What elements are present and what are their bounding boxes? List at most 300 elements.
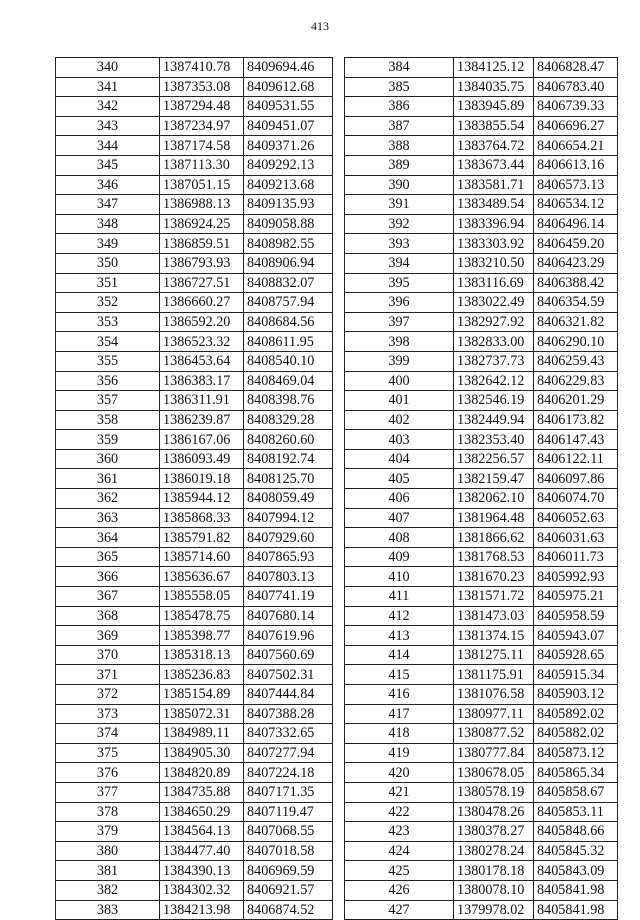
y-coordinate-cell: 8405958.59 [534,606,618,626]
y-coordinate-cell: 8407119.47 [244,802,333,822]
x-coordinate-cell: 1383396.94 [454,214,534,234]
table-row [56,58,333,78]
x-coordinate-cell: 1382642.12 [454,371,534,391]
y-coordinate-cell: 8407388.28 [244,704,333,724]
point-number-cell: 365 [56,547,160,567]
point-number-cell: 354 [56,332,160,352]
y-coordinate-cell: 8406783.40 [534,77,618,97]
y-coordinate-cell: 8409694.46 [244,58,333,78]
point-number-cell: 406 [345,489,454,509]
point-number-cell: 352 [56,293,160,313]
point-number-cell: 402 [345,410,454,430]
y-coordinate-cell: 8406613.16 [534,155,618,175]
table-row [345,880,618,900]
table-row [345,77,618,97]
x-coordinate-cell: 1381670.23 [454,567,534,587]
table-row [345,312,618,332]
x-coordinate-cell: 1386453.64 [160,351,244,371]
y-coordinate-cell: 8406696.27 [534,116,618,136]
y-coordinate-cell: 8405848.66 [534,822,618,842]
x-coordinate-cell: 1379978.02 [454,900,534,920]
x-coordinate-cell: 1381374.15 [454,626,534,646]
y-coordinate-cell: 8406259.43 [534,351,618,371]
y-coordinate-cell: 8406201.29 [534,391,618,411]
point-number-cell: 355 [56,351,160,371]
y-coordinate-cell: 8408260.60 [244,430,333,450]
x-coordinate-cell: 1385072.31 [160,704,244,724]
x-coordinate-cell: 1382449.94 [454,410,534,430]
table-row [56,391,333,411]
table-row [56,743,333,763]
table-row [56,371,333,391]
point-number-cell: 404 [345,449,454,469]
point-number-cell: 358 [56,410,160,430]
x-coordinate-cell: 1387410.78 [160,58,244,78]
table-row [345,195,618,215]
point-number-cell: 408 [345,528,454,548]
point-number-cell: 382 [56,880,160,900]
point-number-cell: 412 [345,606,454,626]
y-coordinate-cell: 8406874.52 [244,900,333,920]
y-coordinate-cell: 8409292.13 [244,155,333,175]
y-coordinate-cell: 8408469.04 [244,371,333,391]
table-row [56,449,333,469]
point-number-cell: 348 [56,214,160,234]
table-row [56,136,333,156]
point-number-cell: 350 [56,253,160,273]
y-coordinate-cell: 8406969.59 [244,861,333,881]
point-number-cell: 342 [56,97,160,117]
table-row [56,724,333,744]
y-coordinate-cell: 8406122.11 [534,449,618,469]
y-coordinate-cell: 8407619.96 [244,626,333,646]
y-coordinate-cell: 8405975.21 [534,587,618,607]
table-row [345,665,618,685]
x-coordinate-cell: 1386660.27 [160,293,244,313]
y-coordinate-cell: 8406052.63 [534,508,618,528]
y-coordinate-cell: 8405843.09 [534,861,618,881]
point-number-cell: 409 [345,547,454,567]
point-number-cell: 346 [56,175,160,195]
x-coordinate-cell: 1384820.89 [160,763,244,783]
y-coordinate-cell: 8405892.02 [534,704,618,724]
y-coordinate-cell: 8409371.26 [244,136,333,156]
table-row [56,782,333,802]
y-coordinate-cell: 8407332.65 [244,724,333,744]
table-row [56,195,333,215]
point-number-cell: 362 [56,489,160,509]
point-number-cell: 378 [56,802,160,822]
y-coordinate-cell: 8406388.42 [534,273,618,293]
table-row [345,410,618,430]
table-row [56,880,333,900]
point-number-cell: 353 [56,312,160,332]
table-row [345,645,618,665]
x-coordinate-cell: 1382927.92 [454,312,534,332]
point-number-cell: 364 [56,528,160,548]
table-row [56,508,333,528]
x-coordinate-cell: 1382833.00 [454,332,534,352]
point-number-cell: 384 [345,58,454,78]
y-coordinate-cell: 8406573.13 [534,175,618,195]
y-coordinate-cell: 8407171.35 [244,782,333,802]
table-row [345,606,618,626]
point-number-cell: 340 [56,58,160,78]
point-number-cell: 427 [345,900,454,920]
y-coordinate-cell: 8408125.70 [244,469,333,489]
point-number-cell: 373 [56,704,160,724]
point-number-cell: 361 [56,469,160,489]
point-number-cell: 403 [345,430,454,450]
table-row [56,704,333,724]
x-coordinate-cell: 1380877.52 [454,724,534,744]
y-coordinate-cell: 8409213.68 [244,175,333,195]
x-coordinate-cell: 1386093.49 [160,449,244,469]
y-coordinate-cell: 8407865.93 [244,547,333,567]
point-number-cell: 401 [345,391,454,411]
table-row [345,430,618,450]
point-number-cell: 410 [345,567,454,587]
y-coordinate-cell: 8405928.65 [534,645,618,665]
point-number-cell: 390 [345,175,454,195]
table-row [345,861,618,881]
y-coordinate-cell: 8407680.14 [244,606,333,626]
table-row [56,469,333,489]
table-row [56,155,333,175]
table-row [345,214,618,234]
point-number-cell: 368 [56,606,160,626]
y-coordinate-cell: 8405858.67 [534,782,618,802]
y-coordinate-cell: 8405992.93 [534,567,618,587]
point-number-cell: 380 [56,841,160,861]
point-number-cell: 397 [345,312,454,332]
y-coordinate-cell: 8406496.14 [534,214,618,234]
x-coordinate-cell: 1386727.51 [160,273,244,293]
y-coordinate-cell: 8407018.58 [244,841,333,861]
table-row [345,528,618,548]
table-row [56,665,333,685]
table-row [345,782,618,802]
point-number-cell: 366 [56,567,160,587]
y-coordinate-cell: 8406290.10 [534,332,618,352]
table-row [56,489,333,509]
table-row [56,77,333,97]
x-coordinate-cell: 1387051.15 [160,175,244,195]
x-coordinate-cell: 1383116.69 [454,273,534,293]
table-row [345,547,618,567]
y-coordinate-cell: 8408540.10 [244,351,333,371]
x-coordinate-cell: 1380777.84 [454,743,534,763]
y-coordinate-cell: 8405882.02 [534,724,618,744]
point-number-cell: 423 [345,822,454,842]
table-row [56,645,333,665]
point-number-cell: 414 [345,645,454,665]
y-coordinate-cell: 8406097.86 [534,469,618,489]
table-row [56,528,333,548]
point-number-cell: 343 [56,116,160,136]
table-row [56,685,333,705]
point-number-cell: 341 [56,77,160,97]
y-coordinate-cell: 8407741.19 [244,587,333,607]
y-coordinate-cell: 8405841.98 [534,880,618,900]
point-number-cell: 391 [345,195,454,215]
table-row [345,391,618,411]
y-coordinate-cell: 8406654.21 [534,136,618,156]
x-coordinate-cell: 1385714.60 [160,547,244,567]
point-number-cell: 405 [345,469,454,489]
y-coordinate-cell: 8405845.32 [534,841,618,861]
point-number-cell: 415 [345,665,454,685]
point-number-cell: 375 [56,743,160,763]
x-coordinate-cell: 1381175.91 [454,665,534,685]
y-coordinate-cell: 8406173.82 [534,410,618,430]
point-number-cell: 419 [345,743,454,763]
table-row [56,861,333,881]
x-coordinate-cell: 1384035.75 [454,77,534,97]
table-row [56,234,333,254]
table-row [345,449,618,469]
table-row [345,234,618,254]
table-row [345,371,618,391]
table-row [345,58,618,78]
x-coordinate-cell: 1386592.20 [160,312,244,332]
x-coordinate-cell: 1386239.87 [160,410,244,430]
y-coordinate-cell: 8405903.12 [534,685,618,705]
y-coordinate-cell: 8409135.93 [244,195,333,215]
x-coordinate-cell: 1380278.24 [454,841,534,861]
point-number-cell: 349 [56,234,160,254]
point-number-cell: 395 [345,273,454,293]
table-row [345,97,618,117]
point-number-cell: 372 [56,685,160,705]
x-coordinate-cell: 1386859.51 [160,234,244,254]
y-coordinate-cell: 8406074.70 [534,489,618,509]
x-coordinate-cell: 1381768.53 [454,547,534,567]
table-row [56,763,333,783]
x-coordinate-cell: 1384213.98 [160,900,244,920]
x-coordinate-cell: 1387353.08 [160,77,244,97]
x-coordinate-cell: 1386988.13 [160,195,244,215]
table-row [345,685,618,705]
y-coordinate-cell: 8408982.55 [244,234,333,254]
y-coordinate-cell: 8405873.12 [534,743,618,763]
x-coordinate-cell: 1385154.89 [160,685,244,705]
x-coordinate-cell: 1384564.13 [160,822,244,842]
y-coordinate-cell: 8407803.13 [244,567,333,587]
point-number-cell: 386 [345,97,454,117]
x-coordinate-cell: 1385636.67 [160,567,244,587]
point-number-cell: 392 [345,214,454,234]
point-number-cell: 356 [56,371,160,391]
x-coordinate-cell: 1380178.18 [454,861,534,881]
y-coordinate-cell: 8405853.11 [534,802,618,822]
x-coordinate-cell: 1383581.71 [454,175,534,195]
x-coordinate-cell: 1384650.29 [160,802,244,822]
point-number-cell: 426 [345,880,454,900]
x-coordinate-cell: 1387294.48 [160,97,244,117]
point-number-cell: 370 [56,645,160,665]
point-number-cell: 351 [56,273,160,293]
table-row [56,587,333,607]
point-number-cell: 360 [56,449,160,469]
y-coordinate-cell: 8405841.98 [534,900,618,920]
x-coordinate-cell: 1380378.27 [454,822,534,842]
table-row [56,900,333,920]
y-coordinate-cell: 8409531.55 [244,97,333,117]
x-coordinate-cell: 1385944.12 [160,489,244,509]
point-number-cell: 398 [345,332,454,352]
x-coordinate-cell: 1384390.13 [160,861,244,881]
table-row [345,332,618,352]
x-coordinate-cell: 1381473.03 [454,606,534,626]
x-coordinate-cell: 1384989.11 [160,724,244,744]
x-coordinate-cell: 1383210.50 [454,253,534,273]
y-coordinate-cell: 8405915.34 [534,665,618,685]
x-coordinate-cell: 1383945.89 [454,97,534,117]
y-coordinate-cell: 8406739.33 [534,97,618,117]
point-number-cell: 359 [56,430,160,450]
point-number-cell: 411 [345,587,454,607]
y-coordinate-cell: 8407994.12 [244,508,333,528]
x-coordinate-cell: 1386383.17 [160,371,244,391]
point-number-cell: 377 [56,782,160,802]
x-coordinate-cell: 1385478.75 [160,606,244,626]
x-coordinate-cell: 1380078.10 [454,880,534,900]
x-coordinate-cell: 1384125.12 [454,58,534,78]
x-coordinate-cell: 1383303.92 [454,234,534,254]
x-coordinate-cell: 1384905.30 [160,743,244,763]
x-coordinate-cell: 1387174.58 [160,136,244,156]
table-row [56,567,333,587]
y-coordinate-cell: 8407502.31 [244,665,333,685]
y-coordinate-cell: 8407068.55 [244,822,333,842]
point-number-cell: 344 [56,136,160,156]
table-row [56,547,333,567]
table-row [345,175,618,195]
x-coordinate-cell: 1386311.91 [160,391,244,411]
x-coordinate-cell: 1381964.48 [454,508,534,528]
y-coordinate-cell: 8408611.95 [244,332,333,352]
table-row [56,841,333,861]
table-row [345,841,618,861]
table-row [56,410,333,430]
y-coordinate-cell: 8406354.59 [534,293,618,313]
y-coordinate-cell: 8407560.69 [244,645,333,665]
x-coordinate-cell: 1384477.40 [160,841,244,861]
x-coordinate-cell: 1382256.57 [454,449,534,469]
x-coordinate-cell: 1383489.54 [454,195,534,215]
coordinates-table-right [344,57,618,920]
point-number-cell: 418 [345,724,454,744]
point-number-cell: 424 [345,841,454,861]
x-coordinate-cell: 1386167.06 [160,430,244,450]
x-coordinate-cell: 1382062.10 [454,489,534,509]
y-coordinate-cell: 8408059.49 [244,489,333,509]
table-row [56,430,333,450]
x-coordinate-cell: 1383764.72 [454,136,534,156]
y-coordinate-cell: 8406423.29 [534,253,618,273]
y-coordinate-cell: 8406321.82 [534,312,618,332]
table-row [56,116,333,136]
table-row [345,253,618,273]
page-number: 413 [311,19,329,33]
x-coordinate-cell: 1386924.25 [160,214,244,234]
table-row [56,606,333,626]
point-number-cell: 420 [345,763,454,783]
y-coordinate-cell: 8407277.94 [244,743,333,763]
point-number-cell: 367 [56,587,160,607]
x-coordinate-cell: 1381866.62 [454,528,534,548]
point-number-cell: 399 [345,351,454,371]
x-coordinate-cell: 1382737.73 [454,351,534,371]
x-coordinate-cell: 1382546.19 [454,391,534,411]
x-coordinate-cell: 1385791.82 [160,528,244,548]
point-number-cell: 376 [56,763,160,783]
x-coordinate-cell: 1385558.05 [160,587,244,607]
y-coordinate-cell: 8408192.74 [244,449,333,469]
y-coordinate-cell: 8406229.83 [534,371,618,391]
y-coordinate-cell: 8406147.43 [534,430,618,450]
y-coordinate-cell: 8408832.07 [244,273,333,293]
point-number-cell: 345 [56,155,160,175]
table-row [56,626,333,646]
y-coordinate-cell: 8405865.34 [534,763,618,783]
x-coordinate-cell: 1381275.11 [454,645,534,665]
table-row [345,489,618,509]
point-number-cell: 374 [56,724,160,744]
y-coordinate-cell: 8407224.18 [244,763,333,783]
x-coordinate-cell: 1383022.49 [454,293,534,313]
x-coordinate-cell: 1386523.32 [160,332,244,352]
x-coordinate-cell: 1382159.47 [454,469,534,489]
point-number-cell: 369 [56,626,160,646]
y-coordinate-cell: 8408757.94 [244,293,333,313]
x-coordinate-cell: 1383673.44 [454,155,534,175]
point-number-cell: 371 [56,665,160,685]
table-row [56,253,333,273]
x-coordinate-cell: 1381571.72 [454,587,534,607]
point-number-cell: 413 [345,626,454,646]
table-row [56,802,333,822]
point-number-cell: 385 [345,77,454,97]
y-coordinate-cell: 8406031.63 [534,528,618,548]
x-coordinate-cell: 1386019.18 [160,469,244,489]
table-row [56,293,333,313]
y-coordinate-cell: 8408329.28 [244,410,333,430]
table-row [345,273,618,293]
point-number-cell: 379 [56,822,160,842]
y-coordinate-cell: 8406828.47 [534,58,618,78]
y-coordinate-cell: 8405943.07 [534,626,618,646]
point-number-cell: 421 [345,782,454,802]
point-number-cell: 389 [345,155,454,175]
x-coordinate-cell: 1387113.30 [160,155,244,175]
point-number-cell: 416 [345,685,454,705]
point-number-cell: 363 [56,508,160,528]
point-number-cell: 381 [56,861,160,881]
table-row [345,136,618,156]
table-row [345,293,618,313]
point-number-cell: 425 [345,861,454,881]
point-number-cell: 357 [56,391,160,411]
point-number-cell: 400 [345,371,454,391]
x-coordinate-cell: 1384302.32 [160,880,244,900]
x-coordinate-cell: 1380578.19 [454,782,534,802]
table-row [345,822,618,842]
y-coordinate-cell: 8408684.56 [244,312,333,332]
y-coordinate-cell: 8409612.68 [244,77,333,97]
x-coordinate-cell: 1385398.77 [160,626,244,646]
